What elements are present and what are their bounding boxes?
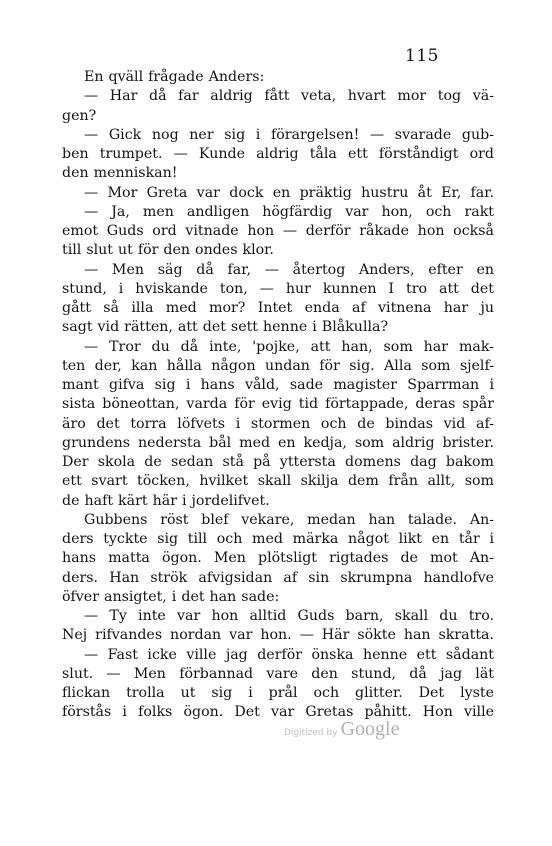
text-line: En qväll frågade Anders:	[84, 69, 265, 85]
text-line: — Men säg då far, — återtog Anders, efter en	[84, 261, 494, 278]
text-line: sagt vid rätten, att det sett henne i Blåkulla?	[62, 319, 389, 336]
google-logo: Google	[340, 718, 400, 740]
text-line: — Mor Greta var dock en präktig hustru åt Er, far.	[84, 184, 494, 201]
digitized-by-watermark	[284, 718, 399, 741]
text-line: ett svart töcken, hvilket skall skilja dem från allt, som	[62, 473, 494, 490]
text-line: öfver ansigtet, i det han sade:	[62, 588, 280, 605]
text-line: de haft kärt här i jordelifvet.	[62, 492, 270, 509]
text-line: stund, i hviskande ton, — hur kunnen I tro att det	[62, 280, 494, 297]
text-line: grundens nedersta bål med en kedja, som aldrig brister.	[62, 434, 494, 451]
text-line: ben trumpet. — Kunde aldrig tåla ett förståndigt ord	[62, 146, 494, 162]
text-line: förstås i folks ögon. Det var Gretas påhitt. Hon ville	[62, 704, 494, 721]
text-line: gått så illa med mor? Intet enda af vitnena har ju	[62, 300, 494, 316]
page-number: 115	[405, 46, 439, 66]
text-line: slut. — Men förbannad vare den stund, då jag lät	[62, 665, 494, 682]
text-line: mant gifva sig i hans våld, sade magister Sparrman i	[62, 377, 494, 393]
text-line: till slut ut för den ondes klor.	[62, 242, 274, 259]
text-line: — Gick nog ner sig i förargelsen! — svarade gub-	[84, 126, 494, 143]
text-line: hans matta ögon. Men plötsligt rigtades de mot An-	[62, 550, 494, 567]
text-line: äro det torra löfvets i stormen och de bindas vid af-	[62, 415, 494, 432]
text-line: emot Guds ord vitnade hon — derför råkade hon också	[62, 223, 494, 239]
text-line: ders. Han strök afvigsidan af sin skrumpna handlofve	[62, 569, 494, 586]
text-line: Gubbens röst blef vekare, medan han talade. An-	[84, 511, 494, 528]
text-line: — Tror du då inte, 'pojke, att han, som har mak-	[84, 338, 494, 355]
text-line: sista böneottan, varda för evig tid förtappade, deras spår	[62, 396, 494, 413]
text-line: ders tyckte sig till och med märka något likt en tår i	[62, 531, 494, 547]
text-line: — Ja, men andligen högfärdig var hon, och rakt	[84, 203, 494, 220]
text-line: den menniskan!	[62, 165, 178, 182]
text-line: flickan trolla ut sig i prål och glitter. Det lyste	[62, 685, 494, 701]
text-line: gen?	[62, 107, 97, 124]
text-line: Nej rifvandes nordan var hon. — Här sökte han skratta.	[62, 627, 494, 644]
text-line: — Ty inte var hon alltid Guds barn, skall du tro.	[84, 608, 494, 624]
text-line: — Har då far aldrig fått veta, hvart mor tog vä-	[84, 88, 494, 105]
text-line: — Fast icke ville jag derför önska henne ett sådant	[84, 646, 494, 663]
text-line: ten der, kan hålla någon undan för sig. Alla som sjelf-	[62, 357, 494, 374]
text-line: Der skola de sedan stå på yttersta domens dag bakom	[62, 454, 494, 470]
digitized-by-label: Digitized by	[284, 728, 338, 738]
page-text	[62, 68, 494, 723]
